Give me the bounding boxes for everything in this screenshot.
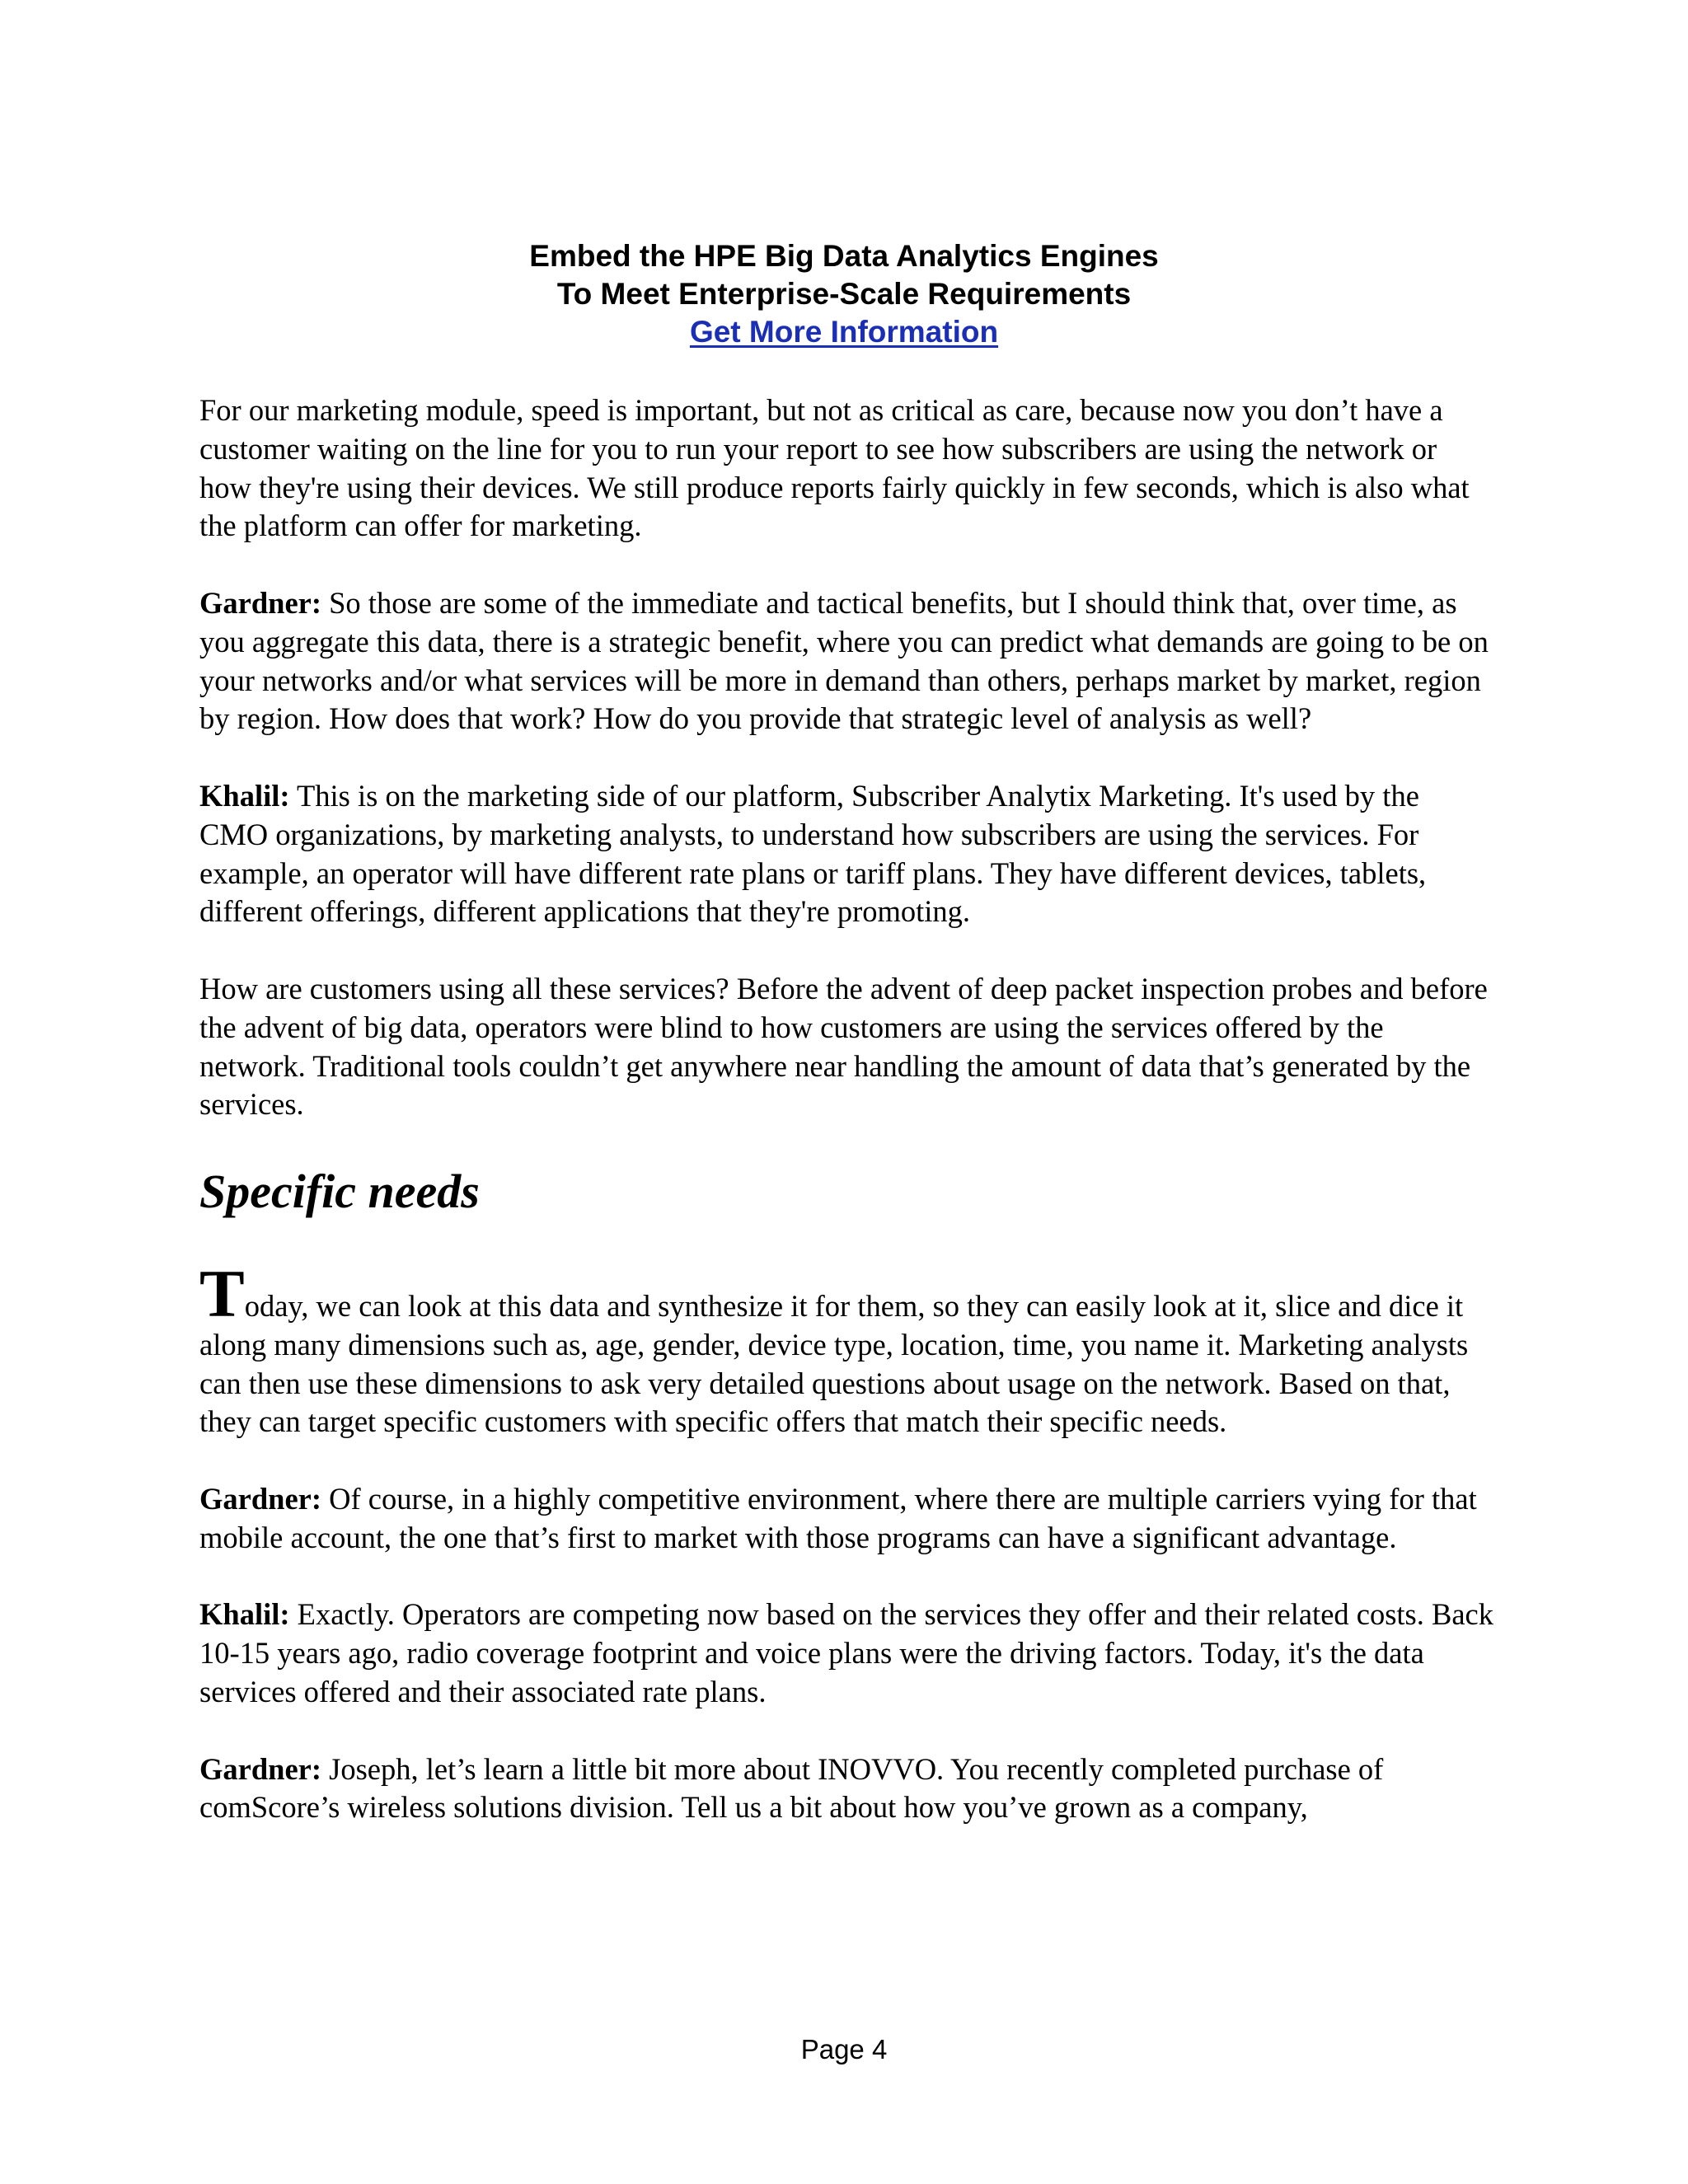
article-body (199, 391, 1493, 1866)
get-more-information-link[interactable]: Get More Information (689, 315, 999, 349)
paragraph (199, 1596, 1493, 1711)
paragraph-text: Joseph, let’s learn a little bit more about INOVVO. You recently completed purchase of comScore’s wireless solutions division. Tell us a bit about how you’ve grown as a company, (199, 1751, 1384, 1825)
paragraph (199, 1480, 1493, 1558)
speaker-label: Khalil: (199, 1597, 290, 1632)
get-more-information-link-wrapper (0, 313, 1688, 351)
paragraph-text: How are customers using all these services? Before the advent of deep packet inspection probes and before the advent of big data, operators were blind to how customers are using the services offered by the network. Traditional tools couldn’t get anywhere near handling the amount of data that’s generated by the services. (199, 971, 1488, 1122)
paragraph (199, 1255, 1493, 1441)
paragraph-text: Exactly. Operators are competing now based on the services they offer and their related costs. Back 10-15 years ago, radio coverage footprint and voice plans were the driving factors. Today, it's the data services offered and their associated rate plans. (199, 1597, 1494, 1708)
paragraph (199, 1750, 1493, 1828)
promo-header (0, 237, 1688, 351)
paragraph-text: So those are some of the immediate and tactical benefits, but I should think that, over time, as you aggregate this data, there is a strategic benefit, where you can predict what demands are going to be on your networks and/or what services will be more in demand than others, perhaps market by market, region by region. How does that work? How do you provide that strategic level of analysis as well? (199, 585, 1489, 736)
section-heading: Specific needs (199, 1164, 480, 1218)
promo-title-line-1: Embed the HPE Big Data Analytics Engines (529, 239, 1159, 273)
paragraph (199, 584, 1493, 738)
speaker-label: Gardner: (199, 585, 321, 620)
paragraph-text: oday, we can look at this data and synthesize it for them, so they can easily look at it, slice and dice it along many dimensions such as, age, gender, device type, location, time, you name it. Marketing analysts can then use these dimensions to ask very detailed questions about usage on the network. Based on that, they can target specific customers with specific offers that match their specific needs. (199, 1288, 1469, 1439)
paragraph (199, 970, 1493, 1124)
page-number: Page 4 (800, 2034, 888, 2064)
paragraph-text: For our marketing module, speed is important, but not as critical as care, because now you don’t have a customer waiting on the line for you to run your report to see how subscribers are using the network or how they're using their devices. We still produce reports fairly quickly in few seconds, which is also what the platform can offer for marketing. (199, 393, 1470, 543)
promo-title-line-2: To Meet Enterprise-Scale Requirements (556, 277, 1132, 311)
speaker-label: Gardner: (199, 1751, 321, 1786)
paragraph (199, 391, 1493, 546)
paragraph-text: Of course, in a highly competitive environment, where there are multiple carriers vying for that mobile account, the one that’s first to market with those programs can have a significant advantage. (199, 1481, 1477, 1554)
speaker-label: Gardner: (199, 1481, 321, 1516)
drop-cap: T (199, 1255, 245, 1331)
paragraph-text: This is on the marketing side of our platform, Subscriber Analytix Marketing. It's used by the CMO organizations, by marketing analysts, to understand how subscribers are using the services. For example, an operator will have different rate plans or tariff plans. They have different devices, tablets, different offerings, different applications that they're promoting. (199, 778, 1427, 929)
paragraph (199, 777, 1493, 931)
speaker-label: Khalil: (199, 778, 290, 813)
